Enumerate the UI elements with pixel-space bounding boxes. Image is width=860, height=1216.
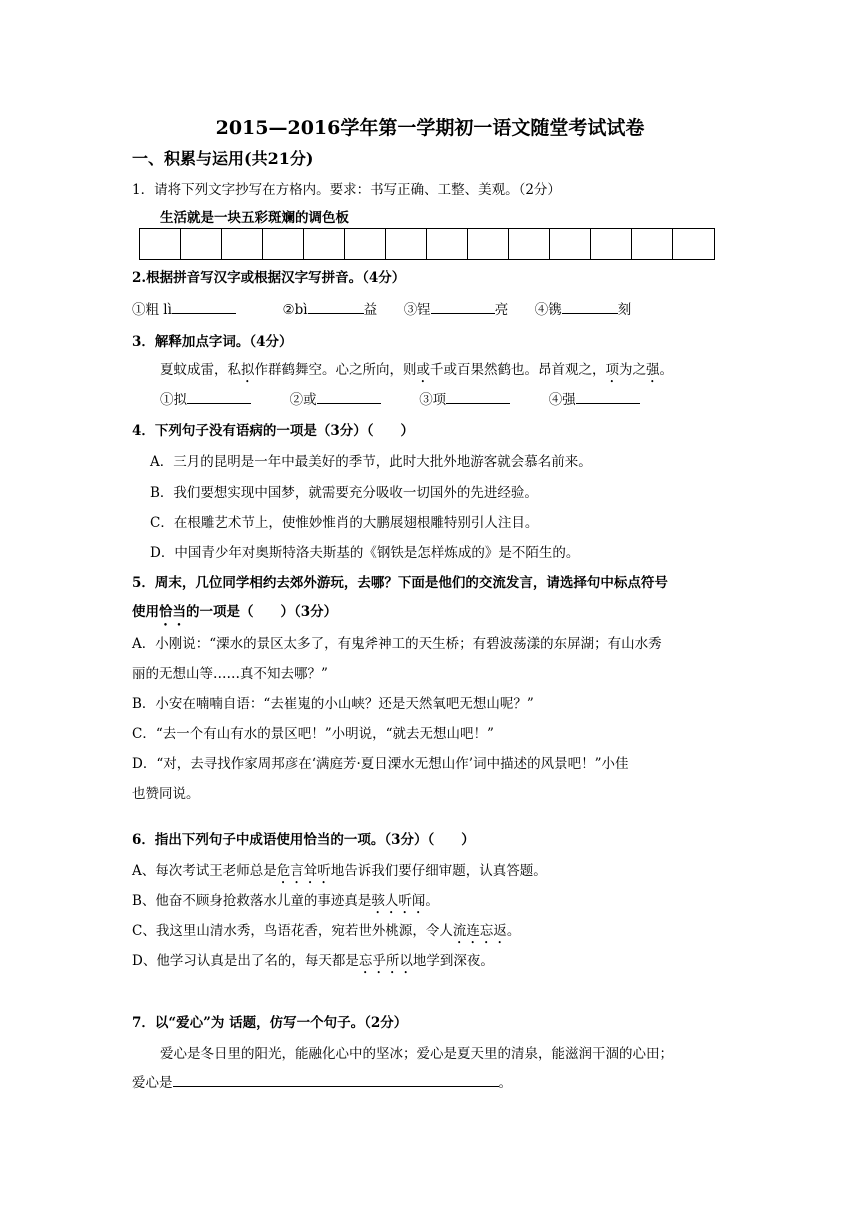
passage-text: 作群鹤舞空。心之所向，则 <box>254 362 417 378</box>
q4-option-a: A．三月的昆明是一年中最美好的季节，此时大批外地游客就会慕名前来。 <box>150 454 592 470</box>
option-text: 。 <box>506 923 521 939</box>
option-text: 地学到深夜。 <box>412 953 494 969</box>
grid-cell[interactable] <box>673 229 714 259</box>
page-title: 2015—2016学年第一学期初一语文随堂考试试卷 <box>215 117 645 139</box>
q2-item-4-suffix: 刻 <box>617 302 632 318</box>
prompt-text: 的一项是（ ）（3分） <box>186 604 338 620</box>
grid-cell[interactable] <box>222 229 263 259</box>
grid-cell[interactable] <box>591 229 632 259</box>
passage-text: 。 <box>659 362 673 378</box>
passage-text: 为之 <box>619 362 646 378</box>
grid-cell[interactable] <box>632 229 673 259</box>
option-text: D、他学习认真是出了名的，每天都是 <box>132 953 359 969</box>
passage-text: 千或百果然鹤也。昂首观之， <box>430 362 606 378</box>
q4-option-c: C．在根雕艺术节上，使惟妙惟肖的大鹏展翅根雕特别引人注目。 <box>150 515 539 531</box>
q3-item-4: ④强 <box>548 392 576 408</box>
dotted-word: 或 <box>416 362 430 378</box>
question-6-prompt: 6．指出下列句子中成语使用恰当的一项。（3分）（ ） <box>132 832 475 848</box>
q2-item-2: ②bì <box>282 302 308 318</box>
answer-blank[interactable] <box>187 389 251 404</box>
question-2-prompt: 2.根据拼音写汉字或根据汉字写拼音。（4分） <box>132 270 406 286</box>
answer-blank[interactable] <box>308 299 364 314</box>
answer-suffix: 。 <box>498 1075 512 1091</box>
writing-grid[interactable] <box>139 228 715 260</box>
q2-item-1: ①粗 lì <box>132 302 172 318</box>
grid-cell[interactable] <box>509 229 550 259</box>
question-1-prompt: 1．请将下列文字抄写在方格内。要求：书写正确、工整、美观。（2分） <box>132 182 561 198</box>
question-5-prompt-line1: 5．周末，几位同学相约去郊外游玩，去哪？下面是他们的交流发言，请选择句中标点符号 <box>132 575 668 591</box>
answer-blank[interactable] <box>446 389 510 404</box>
question-1-text: 生活就是一块五彩斑斓的调色板 <box>160 210 349 226</box>
answer-blank[interactable] <box>562 299 618 314</box>
q2-item-4: ④镌 <box>534 302 562 318</box>
grid-cell[interactable] <box>550 229 591 259</box>
q7-example-line1: 爱心是冬日里的阳光，能融化心中的坚冰；爱心是夏天里的清泉，能滋润干涸的心田； <box>160 1046 673 1062</box>
dotted-word: 强 <box>646 362 660 378</box>
q3-item-2: ②或 <box>289 392 317 408</box>
answer-blank[interactable] <box>431 299 495 314</box>
q4-option-b: B．我们要想实现中国梦，就需要充分吸收一切国外的先进经验。 <box>150 485 538 501</box>
answer-blank[interactable] <box>173 1072 499 1087</box>
dotted-idiom: 危言耸听 <box>276 863 331 879</box>
question-4-prompt: 4．下列句子没有语病的一项是（3分）（ ） <box>132 423 415 439</box>
question-5-prompt-line2 <box>132 600 337 629</box>
grid-cell[interactable] <box>304 229 345 259</box>
question-3-items <box>160 388 640 408</box>
grid-cell[interactable] <box>263 229 304 259</box>
answer-blank[interactable] <box>576 389 640 404</box>
q6-option-c <box>132 919 520 947</box>
option-text: A、每次考试王老师总是 <box>132 863 277 879</box>
q6-option-a <box>132 859 547 887</box>
q2-item-3-suffix: 亮 <box>494 302 509 318</box>
question-3-passage <box>160 358 673 386</box>
q6-option-b <box>132 889 439 917</box>
dotted-word: 项 <box>605 362 619 378</box>
dotted-idiom: 流连忘返 <box>452 923 507 939</box>
q3-item-1: ①拟 <box>160 392 187 408</box>
dotted-word: 恰当 <box>159 604 186 620</box>
q6-option-d <box>132 949 494 977</box>
question-2-items <box>132 298 631 318</box>
option-text: B、他奋不顾身抢救落水儿童的事迹真是 <box>132 893 372 909</box>
question-7-prompt: 7．以“爱心”为 话题，仿写一个句子。（2分） <box>132 1015 408 1031</box>
passage-text: 夏蚊成雷，私 <box>160 362 241 378</box>
q4-option-d: D．中国青少年对奥斯特洛夫斯基的《钢铁是怎样炼成的》是不陌生的。 <box>150 545 580 561</box>
grid-cell[interactable] <box>468 229 509 259</box>
dotted-idiom: 骇人听闻 <box>371 893 426 909</box>
section-heading: 一、积累与运用(共21分) <box>132 149 314 168</box>
grid-cell[interactable] <box>345 229 386 259</box>
q2-item-3: ③锃 <box>403 302 431 318</box>
dotted-idiom: 忘乎所以 <box>358 953 413 969</box>
q2-item-2-suffix: 益 <box>363 302 378 318</box>
q5-option-c: C．“去一个有山有水的景区吧！”小明说，“就去无想山吧！” <box>132 726 494 742</box>
answer-blank[interactable] <box>172 299 236 314</box>
q3-item-3: ③项 <box>419 392 447 408</box>
q5-option-a-line2: 丽的无想山等……真不知去哪？” <box>132 666 328 682</box>
q5-option-d-line2: 也赞同说。 <box>132 786 200 802</box>
grid-cell[interactable] <box>181 229 222 259</box>
q5-option-d-line1: D．“对，去寻找作家周邦彦在‘满庭芳·夏日溧水无想山作’词中描述的风景吧！”小佳 <box>132 756 629 772</box>
answer-blank[interactable] <box>317 389 381 404</box>
grid-cell[interactable] <box>427 229 468 259</box>
dotted-word: 拟 <box>241 362 255 378</box>
grid-cell[interactable] <box>140 229 181 259</box>
option-text: 地告诉我们要仔细审题，认真答题。 <box>330 863 547 879</box>
question-3-prompt: 3．解释加点字词。（4分） <box>132 334 293 350</box>
q5-option-b: B．小安在喃喃自语：“去崔嵬的小山峡？还是天然氧吧无想山呢？” <box>132 696 534 712</box>
prompt-text: 使用 <box>132 604 159 620</box>
grid-cell[interactable] <box>386 229 427 259</box>
option-text: C、我这里山清水秀，鸟语花香，宛若世外桃源，令人 <box>132 923 453 939</box>
answer-prefix: 爱心是 <box>132 1075 173 1091</box>
option-text: 。 <box>425 893 439 909</box>
q5-option-a-line1: A．小刚说：“溧水的景区太多了，有鬼斧神工的天生桥；有碧波荡漾的东屏湖；有山水秀 <box>132 636 662 652</box>
q7-answer-line <box>132 1071 512 1091</box>
